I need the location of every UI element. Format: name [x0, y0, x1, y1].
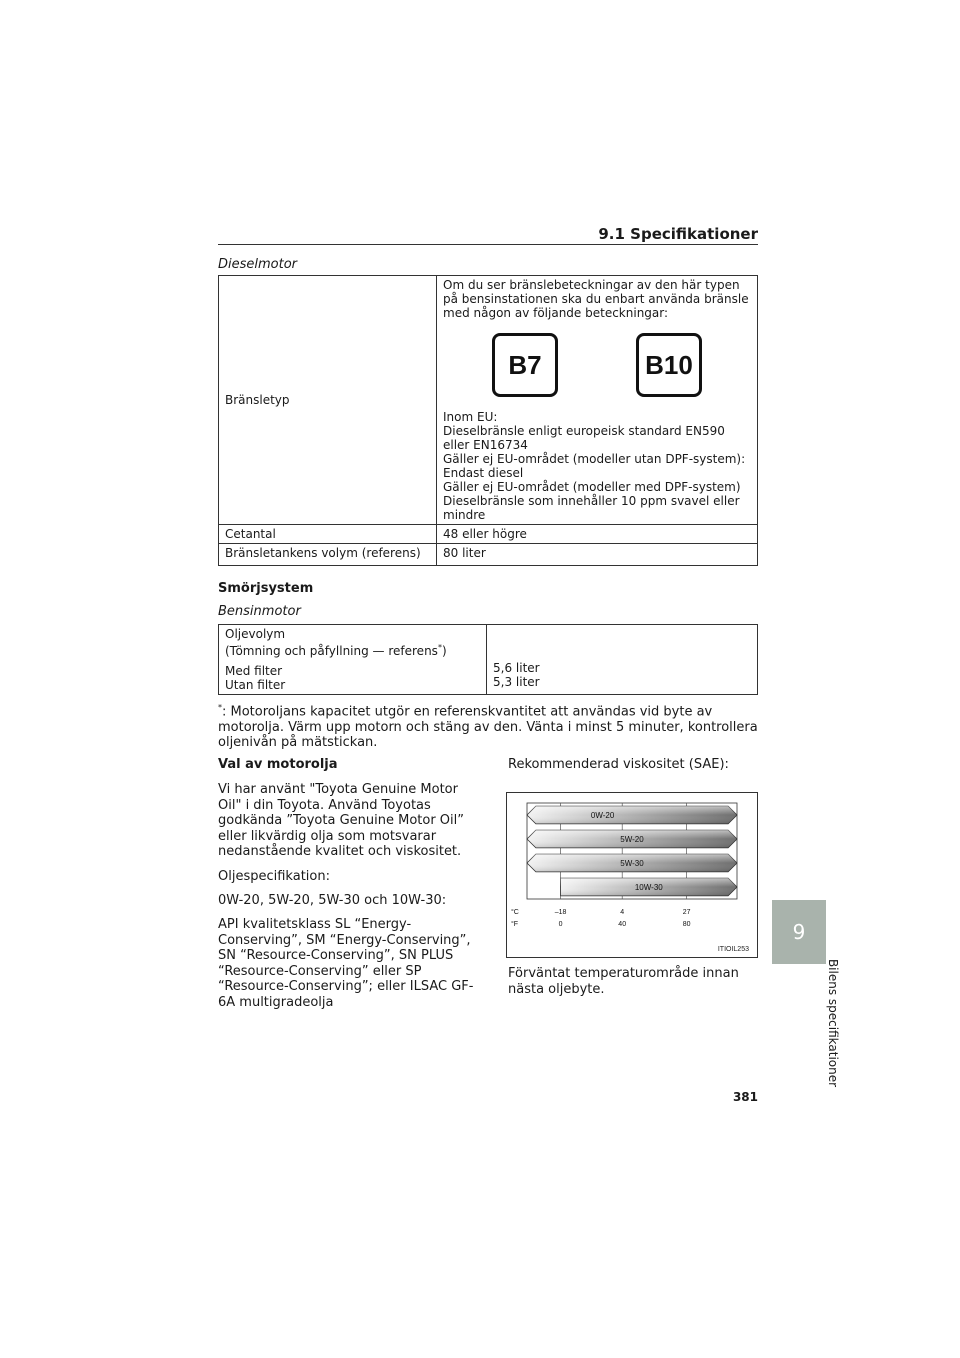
axis-unit-fahrenheit: °F [511, 921, 519, 928]
oil-choice-heading: Val av motorolja [218, 757, 338, 772]
axis-unit-celsius: °C [511, 909, 519, 916]
tank-value: 80 liter [437, 544, 758, 566]
chart-code: ITIOIL253 [717, 946, 749, 953]
with-filter-value: 5,6 liter [493, 661, 540, 675]
oil-volume-row [219, 625, 758, 695]
tank-label: Bränsletankens volym (referens) [219, 544, 437, 566]
fuel-detail-eu: Inom EU: [443, 410, 498, 424]
with-filter-label: Med filter [225, 664, 283, 678]
b10-badge-icon: B10 [636, 333, 702, 397]
oil-spec-label: Oljespecifikation: [218, 869, 330, 884]
b7-badge-icon: B7 [492, 333, 558, 397]
fuel-detail-diesel-only: Endast diesel [443, 466, 524, 480]
oil-volume-label-cell [219, 625, 487, 695]
diesel-spec-table [218, 275, 758, 566]
oil-grades: 0W-20, 5W-20, 5W-30 och 10W-30: [218, 893, 447, 908]
cetane-label: Cetantal [219, 525, 437, 544]
without-filter-label: Utan filter [225, 678, 286, 692]
axis-tick-label: 27 [682, 909, 691, 916]
fuel-intro: Om du ser bränslebeteckningar av den här typen på bensinstationen ska du enbart använda bränsle med någon av följande beteckningar: [443, 278, 749, 320]
viscosity-bar-label: 5W-20 [620, 835, 644, 845]
chapter-tab-label: Bilens specifikationer [826, 958, 840, 1088]
fuel-detail-dpf: Gäller ej EU-området (modeller med DPF-system) [443, 480, 741, 494]
fuel-badges [443, 320, 751, 410]
viscosity-bar-shade-0W-20 [527, 806, 737, 824]
without-filter-value: 5,3 liter [493, 675, 540, 689]
viscosity-chart-svg [507, 793, 757, 957]
oil-volume-label: Oljevolym [225, 627, 286, 641]
cetane-value: 48 eller högre [437, 525, 758, 544]
viscosity-bar-label: 0W-20 [590, 811, 615, 821]
fuel-type-cell [437, 276, 758, 525]
header-divider [218, 244, 758, 245]
oil-volume-table [218, 624, 758, 695]
viscosity-chart [506, 792, 758, 958]
axis-tick-label: 40 [618, 921, 627, 928]
page-number: 381 [732, 1090, 758, 1104]
petrol-engine-heading: Bensinmotor [218, 604, 301, 619]
fuel-detail-standard: Dieselbränsle enligt europeisk standard EN590 eller EN16734 [443, 424, 725, 452]
oil-volume-values-cell [487, 625, 758, 695]
section-title: 9.1 Specifikationer [598, 225, 758, 243]
viscosity-title: Rekommenderad viskositet (SAE): [508, 757, 729, 772]
cetane-row [219, 525, 758, 544]
chart-caption: Förväntat temperaturområde innan nästa oljebyte. [508, 966, 739, 997]
oil-footnote: *: Motoroljans kapacitet utgör en referenskvantitet att användas vid byte av motorolja. Värm upp motorn och stäng av den. Vänta i minst 5 minuter, kontrollera oljenivån på mätstickan. [218, 703, 758, 751]
chapter-tab: 9 [772, 900, 826, 964]
fuel-detail-no-dpf: Gäller ej EU-området (modeller utan DPF-system): [443, 452, 746, 466]
fuel-type-label: Bränsletyp [219, 276, 437, 525]
axis-tick-label: 80 [682, 921, 691, 928]
diesel-heading: Dieselmotor [218, 257, 298, 272]
oil-api-classes: API kvalitetsklass SL “Energy-Conserving”, SM “Energy-Conserving”, SN “Resource-Conserving”, SN PLUS “Resource-Conserving” eller SP “Resource-Conserving”; eller ILSAC GF-6A multigradeolja [218, 917, 474, 1010]
fuel-detail-sulfur: Dieselbränsle som innehåller 10 ppm svavel eller mindre [443, 494, 740, 522]
lubrication-heading: Smörjsystem [218, 581, 314, 596]
oil-choice-intro: Vi har använt "Toyota Genuine Motor Oil" i din Toyota. Använd Toyotas godkända ”Toyota Genuine Motor Oil” eller likvärdig olja som motsvarar nedanstående kvalitet och viskositet. [218, 782, 464, 859]
viscosity-bar-label: 5W-30 [620, 859, 644, 869]
axis-tick-label: 0 [558, 921, 563, 928]
oil-volume-reference: (Tömning och påfyllning — referens*) [225, 643, 447, 658]
tank-row [219, 544, 758, 566]
axis-tick-label: 4 [620, 909, 625, 916]
fuel-type-row [219, 276, 758, 525]
viscosity-bar-label: 10W-30 [634, 883, 663, 893]
axis-tick-label: –18 [554, 909, 567, 916]
